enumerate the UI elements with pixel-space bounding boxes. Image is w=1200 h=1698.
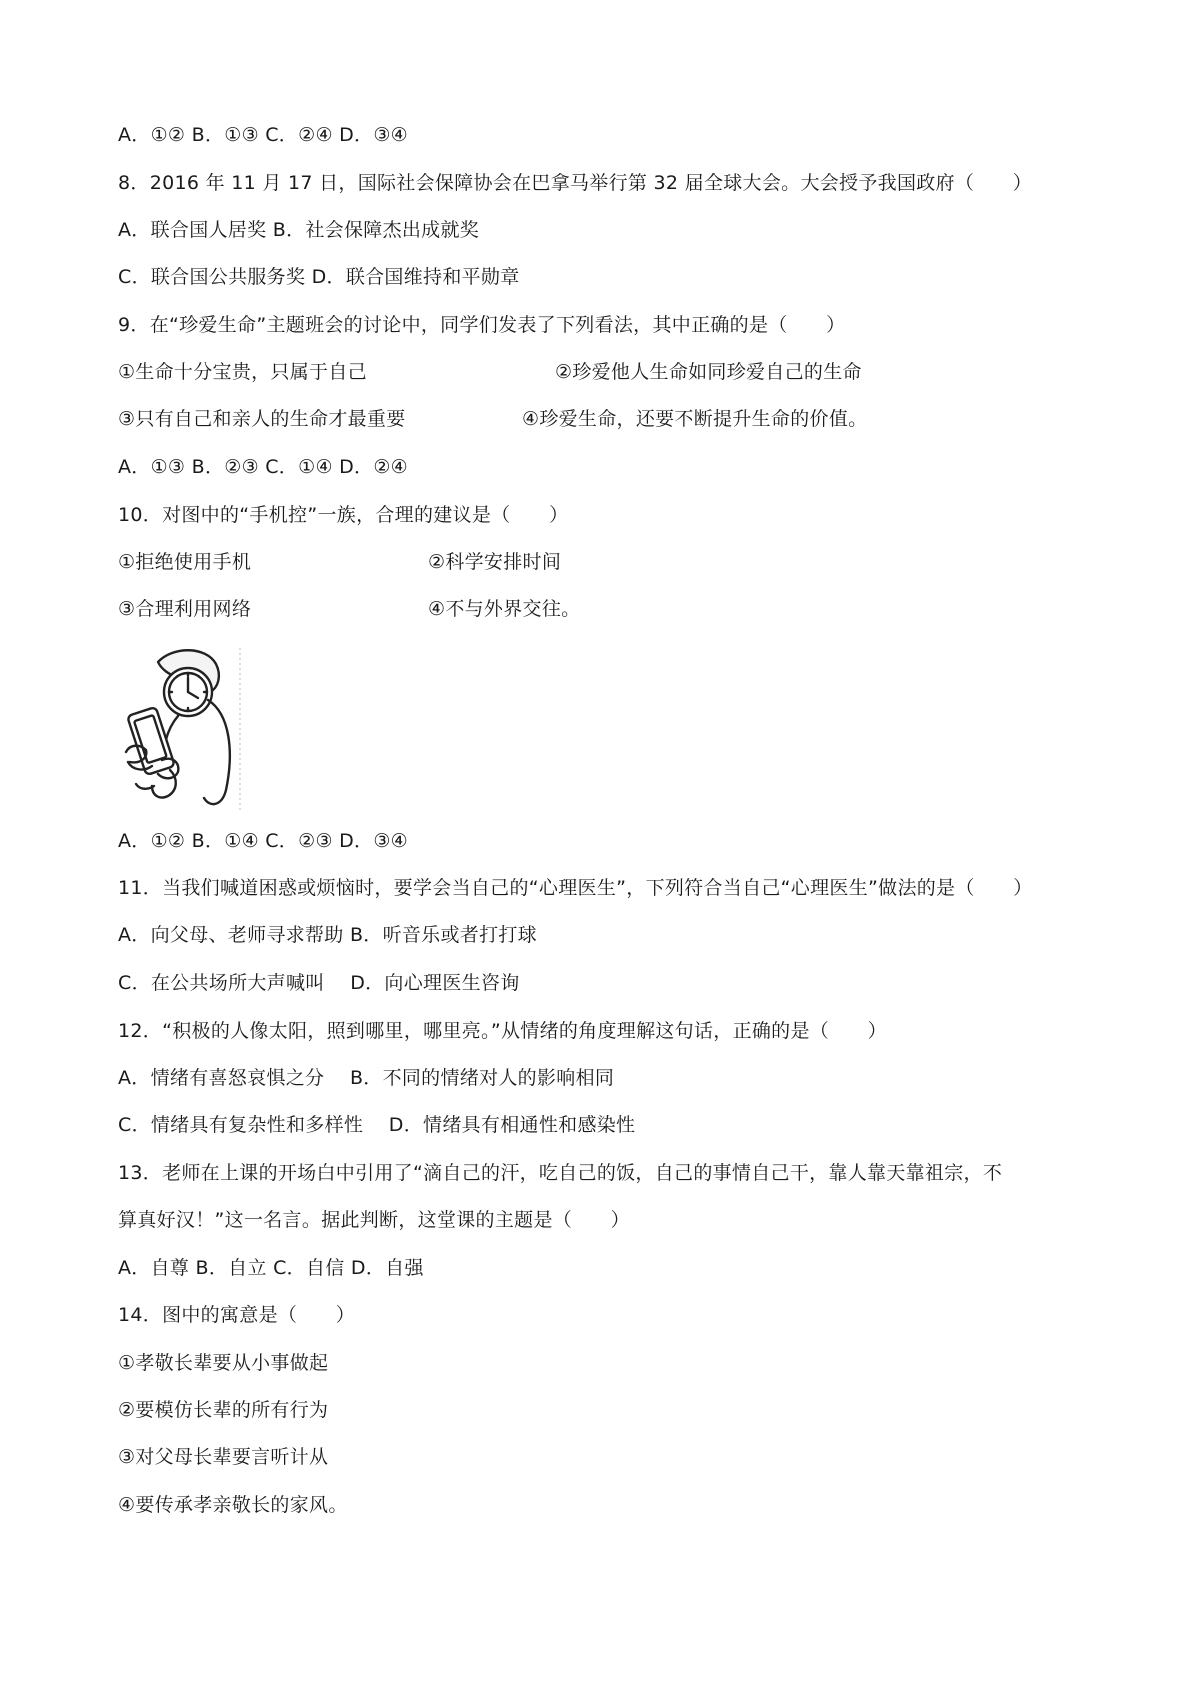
q12-stem: 12．“积极的人像太阳，照到哪里，哪里亮。”从情绪的角度理解这句话，正确的是（ ） <box>118 1020 887 1042</box>
q13-stem-line-2: 算真好汉！”这一名言。据此判断，这堂课的主题是（ ） <box>118 1209 630 1231</box>
q9-options: A．①③ B．②③ C．①④ D．②④ <box>118 456 409 478</box>
q12-options-ab: A．情绪有喜怒哀惧之分 B．不同的情绪对人的影响相同 <box>118 1067 615 1089</box>
q10-statement-4: ④不与外界交往。 <box>428 598 581 620</box>
q11-options-cd: C．在公共场所大声喊叫 D．向心理医生咨询 <box>118 972 520 994</box>
q8-options-cd: C．联合国公共服务奖 D．联合国维持和平勋章 <box>118 266 520 288</box>
q10-stem: 10．对图中的“手机控”一族，合理的建议是（ ） <box>118 504 569 526</box>
q9-statement-2: ②珍爱他人生命如同珍爱自己的生命 <box>555 361 862 383</box>
q13-options: A．自尊 B．自立 C．自信 D．自强 <box>118 1257 424 1279</box>
q8-stem: 8．2016 年 11 月 17 日，国际社会保障协会在巴拿马举行第 32 届全球大会。大会授予我国政府（ ） <box>118 172 1033 194</box>
q8-options-ab: A．联合国人居奖 B．社会保障杰出成就奖 <box>118 219 480 241</box>
q14-stem: 14．图中的寓意是（ ） <box>118 1304 356 1326</box>
q14-statement-3: ③对父母长辈要言听计从 <box>118 1446 329 1468</box>
q10-options: A．①② B．①④ C．②③ D．③④ <box>118 830 409 852</box>
q13-stem-line-1: 13．老师在上课的开场白中引用了“滴自己的汗，吃自己的饭，自己的事情自己干，靠人靠天靠祖宗，不 <box>118 1162 1003 1184</box>
phone-addict-cartoon-icon <box>118 640 250 812</box>
q10-statement-3: ③合理利用网络 <box>118 598 252 620</box>
q9-statement-1: ①生命十分宝贵，只属于自己 <box>118 361 367 383</box>
q10-statement-2: ②科学安排时间 <box>428 551 562 573</box>
q9-stem: 9．在“珍爱生命”主题班会的讨论中，同学们发表了下列看法，其中正确的是（ ） <box>118 314 846 336</box>
q11-stem: 11．当我们喊道困惑或烦恼时，要学会当自己的“心理医生”，下列符合当自己“心理医生”做法的是（ ） <box>118 877 1033 899</box>
q9-statement-3: ③只有自己和亲人的生命才最重要 <box>118 408 406 430</box>
q14-statement-1: ①孝敬长辈要从小事做起 <box>118 1352 329 1374</box>
q12-options-cd: C．情绪具有复杂性和多样性 D．情绪具有相通性和感染性 <box>118 1114 636 1136</box>
q9-statement-4: ④珍爱生命，还要不断提升生命的价值。 <box>522 408 868 430</box>
q14-statement-2: ②要模仿长辈的所有行为 <box>118 1399 329 1421</box>
q10-statement-1: ①拒绝使用手机 <box>118 551 252 573</box>
q11-options-ab: A．向父母、老师寻求帮助 B．听音乐或者打打球 <box>118 924 537 946</box>
q14-statement-4: ④要传承孝亲敬长的家风。 <box>118 1494 348 1516</box>
q7-options: A．①② B．①③ C．②④ D．③④ <box>118 124 409 146</box>
